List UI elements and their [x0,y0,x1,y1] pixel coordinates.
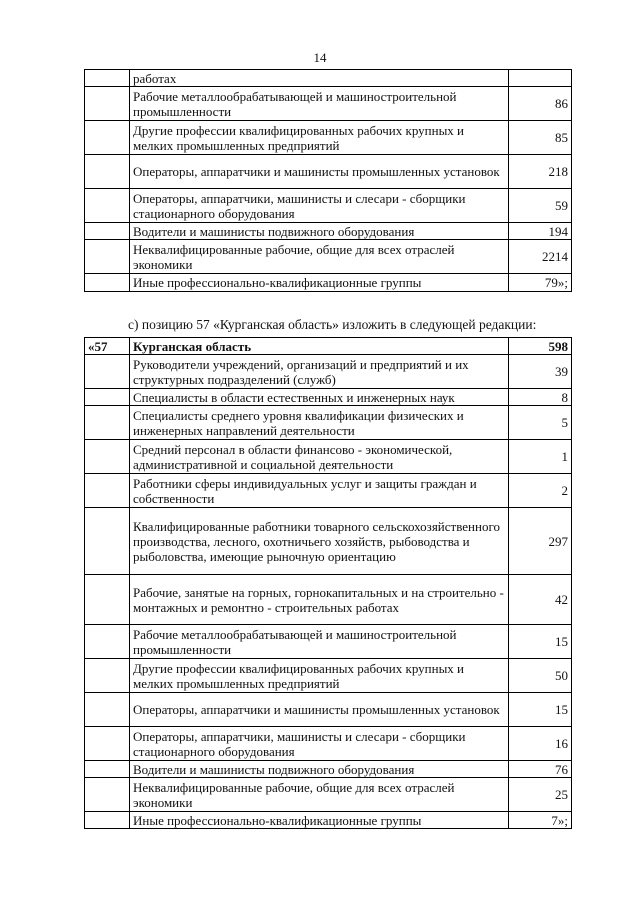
region-header-row [85,338,572,355]
row-number-cell [85,155,130,189]
occupation-group-cell: Рабочие, занятые на горных, горнокапитальных и на строительно - монтажных и ремонтно - строительных работах [130,575,509,625]
table-row [85,625,572,659]
quota-value-cell: 85 [509,121,572,155]
table-row [85,508,572,575]
row-number-cell [85,812,130,829]
quota-value-cell: 86 [509,87,572,121]
quota-value-cell: 39 [509,355,572,389]
quota-value-cell: 218 [509,155,572,189]
occupation-group-cell: Операторы, аппаратчики и машинисты промышленных установок [130,155,509,189]
quota-value-cell: 8 [509,389,572,406]
quota-value-cell: 15 [509,693,572,727]
quota-value-cell [509,70,572,87]
table-row [85,778,572,812]
row-number-cell [85,355,130,389]
quota-value-cell: 5 [509,406,572,440]
row-number-cell [85,575,130,625]
row-number-cell [85,240,130,274]
row-number-cell [85,625,130,659]
quota-value-cell: 25 [509,778,572,812]
table-row [85,406,572,440]
occupation-group-cell: Квалифицированные работники товарного сельскохозяйственного производства, лесного, охотничьего хозяйств, рыбоводства и рыболовства, имеющие рыночную ориентацию [130,508,509,575]
row-number-cell [85,727,130,761]
quota-value-cell: 59 [509,189,572,223]
kurgan-region-table [84,337,572,829]
occupation-group-cell: Рабочие металлообрабатывающей и машиностроительной промышленности [130,625,509,659]
table-row [85,474,572,508]
table-row [85,223,572,240]
occupation-group-cell: Операторы, аппаратчики, машинисты и слесари - сборщики стационарного оборудования [130,727,509,761]
row-number-cell [85,508,130,575]
table-row [85,761,572,778]
row-number-cell [85,274,130,292]
table-row [85,693,572,727]
occupation-group-cell: Иные профессионально-квалификационные группы [130,812,509,829]
occupation-group-cell: Рабочие металлообрабатывающей и машиностроительной промышленности [130,87,509,121]
occupation-group-cell: Операторы, аппаратчики, машинисты и слесари - сборщики стационарного оборудования [130,189,509,223]
table-row [85,189,572,223]
table-row [85,389,572,406]
occupation-group-cell: Иные профессионально-квалификационные группы [130,274,509,292]
quota-value-cell: 2 [509,474,572,508]
quota-value-cell: 297 [509,508,572,575]
table-row [85,812,572,829]
occupation-group-cell: Неквалифицированные рабочие, общие для всех отраслей экономики [130,240,509,274]
quota-value-cell: 7»; [509,812,572,829]
row-number-cell [85,474,130,508]
table-row [85,659,572,693]
page-number: 14 [313,50,327,65]
region-total: 598 [509,338,572,355]
row-number-cell [85,406,130,440]
row-number-cell [85,761,130,778]
row-number-cell [85,778,130,812]
region-name: Курганская область [130,338,509,355]
quota-value-cell: 16 [509,727,572,761]
table-row [85,727,572,761]
table-row [85,440,572,474]
amendment-instruction: с) позицию 57 «Курганская область» изложить в следующей редакции: [128,317,537,332]
row-number-cell [85,189,130,223]
row-number-cell [85,693,130,727]
quota-value-cell: 50 [509,659,572,693]
row-number-cell [85,87,130,121]
quota-value-cell: 1 [509,440,572,474]
table-row [85,575,572,625]
occupation-table-continued [84,69,572,292]
occupation-group-cell: Неквалифицированные рабочие, общие для всех отраслей экономики [130,778,509,812]
table-row [85,155,572,189]
row-number-cell [85,389,130,406]
quota-value-cell: 15 [509,625,572,659]
row-number-cell [85,70,130,87]
occupation-group-cell: Работники сферы индивидуальных услуг и защиты граждан и собственности [130,474,509,508]
row-number-cell [85,223,130,240]
row-number-cell [85,659,130,693]
occupation-group-cell: Средний персонал в области финансово - экономической, административной и социальной деятельности [130,440,509,474]
table-row [85,70,572,87]
table-row [85,355,572,389]
table-row [85,87,572,121]
occupation-group-cell: Специалисты среднего уровня квалификации физических и инженерных направлений деятельности [130,406,509,440]
quota-value-cell: 42 [509,575,572,625]
quota-value-cell: 2214 [509,240,572,274]
table-row [85,240,572,274]
row-number-cell [85,121,130,155]
row-number-cell [85,440,130,474]
occupation-group-cell: Другие профессии квалифицированных рабочих крупных и мелких промышленных предприятий [130,121,509,155]
occupation-group-cell: Операторы, аппаратчики и машинисты промышленных установок [130,693,509,727]
occupation-group-cell: работах [130,70,509,87]
occupation-group-cell: Водители и машинисты подвижного оборудования [130,223,509,240]
occupation-group-cell: Другие профессии квалифицированных рабочих крупных и мелких промышленных предприятий [130,659,509,693]
quota-value-cell: 194 [509,223,572,240]
occupation-group-cell: Руководители учреждений, организаций и предприятий и их структурных подразделений (служб) [130,355,509,389]
position-number: «57 [85,338,130,355]
table-row [85,121,572,155]
occupation-group-cell: Специалисты в области естественных и инженерных наук [130,389,509,406]
table-row [85,274,572,292]
quota-value-cell: 76 [509,761,572,778]
occupation-group-cell: Водители и машинисты подвижного оборудования [130,761,509,778]
quota-value-cell: 79»; [509,274,572,292]
